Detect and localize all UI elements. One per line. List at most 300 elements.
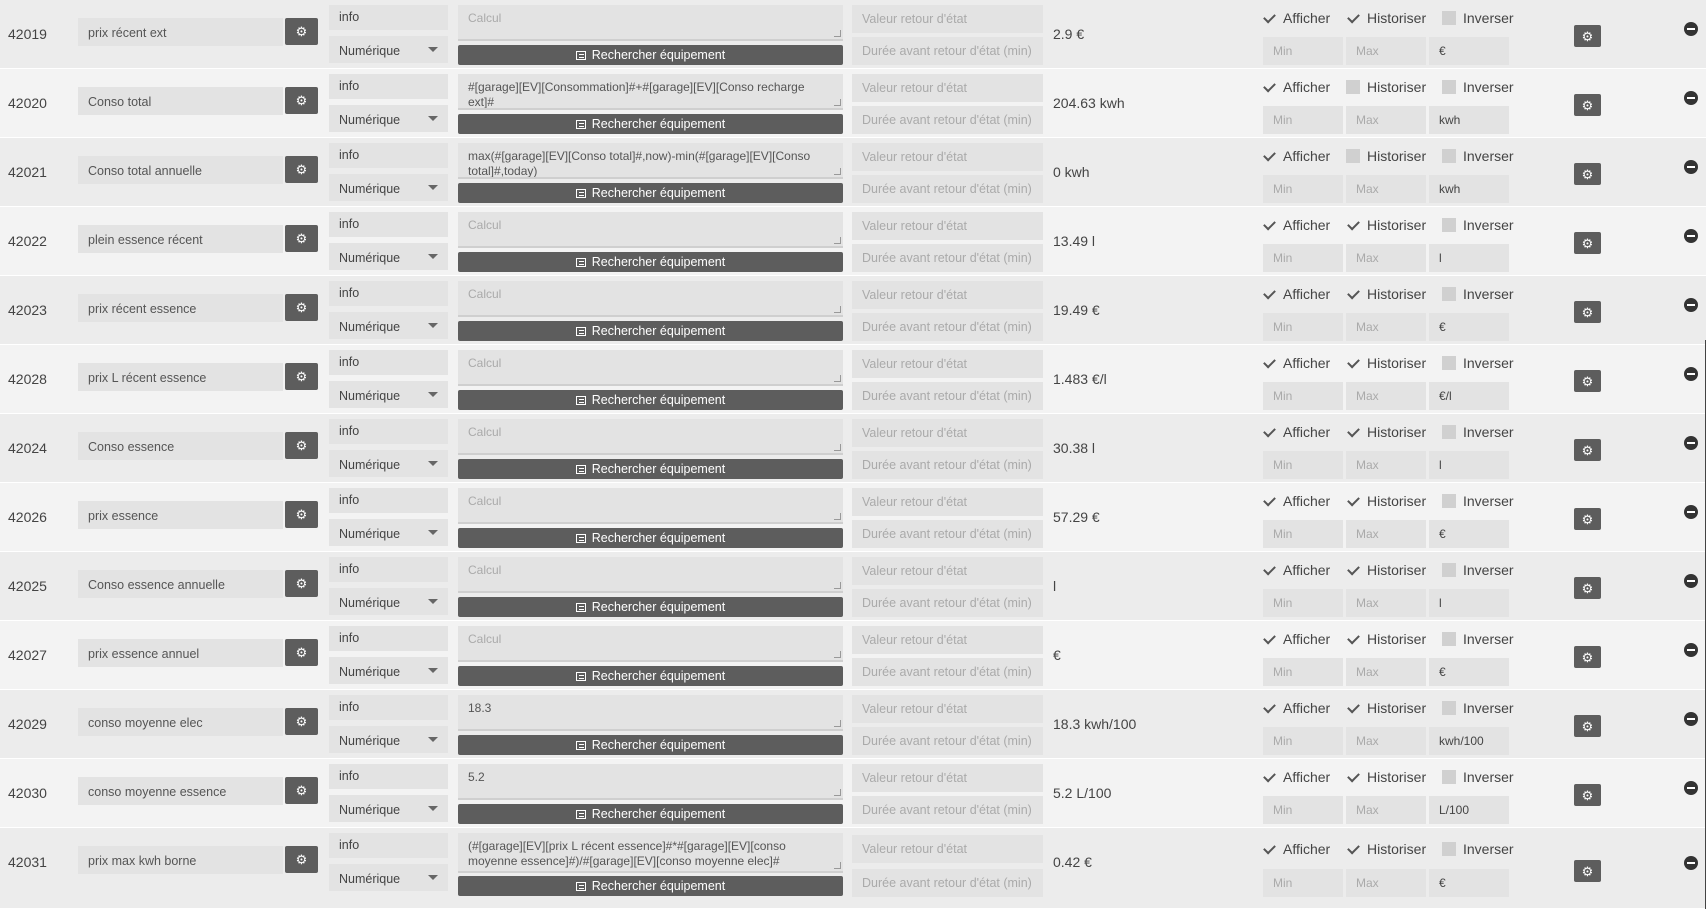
search-equipment-button[interactable]	[458, 876, 843, 896]
delay-return-input[interactable]: Durée avant retour d'état (min)	[852, 175, 1043, 203]
type-select[interactable]: info	[329, 557, 448, 582]
inverser-label: Inverser	[1463, 631, 1514, 647]
search-equipment-label: Rechercher équipement	[591, 117, 726, 131]
configure-button[interactable]	[285, 18, 318, 45]
command-name-input[interactable]: prix récent ext	[78, 18, 283, 46]
advanced-config-button[interactable]	[1574, 860, 1601, 882]
unit-input[interactable]: €	[1429, 520, 1509, 548]
configure-button[interactable]	[285, 432, 318, 459]
check-icon	[1263, 286, 1276, 299]
afficher-checkbox[interactable]	[1262, 769, 1330, 785]
min-input[interactable]: Min	[1263, 106, 1343, 134]
subtype-select[interactable]	[329, 312, 448, 339]
max-input[interactable]: Max	[1346, 796, 1426, 824]
delay-return-input[interactable]: Durée avant retour d'état (min)	[852, 244, 1043, 272]
afficher-checkbox[interactable]	[1262, 355, 1330, 371]
state-return-input[interactable]: Valeur retour d'état	[852, 695, 1043, 723]
type-select[interactable]: info	[329, 419, 448, 444]
command-name-input[interactable]: prix essence annuel	[78, 639, 283, 667]
check-icon	[1263, 841, 1276, 854]
historiser-checkbox-box	[1346, 356, 1360, 370]
historiser-checkbox[interactable]	[1346, 769, 1426, 785]
delay-return-input[interactable]: Durée avant retour d'état (min)	[852, 869, 1043, 897]
search-equipment-button[interactable]	[458, 597, 843, 617]
afficher-checkbox-box	[1262, 80, 1276, 94]
delay-return-input[interactable]: Durée avant retour d'état (min)	[852, 520, 1043, 548]
inverser-checkbox[interactable]	[1442, 217, 1514, 233]
remove-command-button[interactable]	[1684, 160, 1698, 174]
current-value: 5.2 L/100	[1053, 785, 1112, 801]
afficher-checkbox[interactable]	[1262, 79, 1330, 95]
remove-command-button[interactable]	[1684, 574, 1698, 588]
command-name-input[interactable]: prix essence	[78, 501, 283, 529]
inverser-checkbox[interactable]	[1442, 493, 1514, 509]
inverser-checkbox-box	[1442, 80, 1456, 94]
state-return-input[interactable]: Valeur retour d'état	[852, 74, 1043, 102]
configure-button[interactable]	[285, 708, 318, 735]
command-name-input[interactable]: Conso essence annuelle	[78, 570, 283, 598]
afficher-checkbox[interactable]	[1262, 217, 1330, 233]
historiser-checkbox[interactable]	[1346, 493, 1426, 509]
list-icon	[576, 672, 586, 681]
state-return-input[interactable]: Valeur retour d'état	[852, 557, 1043, 585]
inverser-checkbox-box	[1442, 287, 1456, 301]
historiser-label: Historiser	[1367, 562, 1427, 578]
state-return-input[interactable]: Valeur retour d'état	[852, 5, 1043, 33]
min-input[interactable]: Min	[1263, 869, 1343, 897]
command-name-input[interactable]: Conso total	[78, 87, 283, 115]
search-equipment-button[interactable]	[458, 45, 843, 65]
remove-command-button[interactable]	[1684, 91, 1698, 105]
calculation-textarea[interactable]	[458, 764, 843, 800]
inverser-checkbox-box	[1442, 425, 1456, 439]
calculation-textarea[interactable]	[458, 143, 843, 179]
calculation-textarea[interactable]	[458, 419, 843, 455]
calculation-textarea[interactable]	[458, 5, 843, 41]
subtype-select[interactable]	[329, 450, 448, 477]
unit-input[interactable]: kwh/100	[1429, 727, 1509, 755]
command-name-input[interactable]: conso moyenne elec	[78, 708, 283, 736]
min-input[interactable]: Min	[1263, 589, 1343, 617]
type-select[interactable]: info	[329, 5, 448, 30]
state-return-input[interactable]: Valeur retour d'état	[852, 626, 1043, 654]
historiser-checkbox[interactable]	[1346, 355, 1426, 371]
subtype-select[interactable]	[329, 174, 448, 201]
check-icon	[1347, 769, 1360, 782]
delay-return-input[interactable]: Durée avant retour d'état (min)	[852, 37, 1043, 65]
unit-input[interactable]: kwh	[1429, 175, 1509, 203]
advanced-config-button[interactable]	[1574, 715, 1601, 737]
remove-command-button[interactable]	[1684, 781, 1698, 795]
table-row	[0, 69, 1706, 138]
max-input[interactable]: Max	[1346, 520, 1426, 548]
check-icon	[1263, 10, 1276, 23]
configure-icon: ⚙	[295, 231, 308, 246]
search-equipment-label: Rechercher équipement	[591, 600, 726, 614]
current-value: 57.29 €	[1053, 509, 1100, 525]
configure-button[interactable]	[285, 87, 318, 114]
remove-command-button[interactable]	[1684, 436, 1698, 450]
search-equipment-button[interactable]	[458, 735, 843, 755]
delay-return-input[interactable]: Durée avant retour d'état (min)	[852, 727, 1043, 755]
state-return-input[interactable]: Valeur retour d'état	[852, 488, 1043, 516]
gears-icon: ⚙	[1581, 718, 1594, 734]
afficher-label: Afficher	[1283, 562, 1331, 578]
configure-button[interactable]	[285, 156, 318, 183]
subtype-select[interactable]	[329, 657, 448, 684]
gears-icon: ⚙	[1581, 649, 1594, 665]
resize-grip-icon	[834, 444, 841, 451]
subtype-label: Numérique	[339, 113, 401, 127]
check-icon	[1347, 841, 1360, 854]
remove-command-button[interactable]	[1684, 505, 1698, 519]
unit-input[interactable]: L/100	[1429, 796, 1509, 824]
state-return-input[interactable]: Valeur retour d'état	[852, 350, 1043, 378]
delay-return-input[interactable]: Durée avant retour d'état (min)	[852, 589, 1043, 617]
configure-button[interactable]	[285, 363, 318, 390]
calculation-textarea[interactable]	[458, 626, 843, 662]
current-value: €	[1053, 647, 1061, 663]
afficher-label: Afficher	[1283, 79, 1331, 95]
min-input[interactable]: Min	[1263, 37, 1343, 65]
type-select[interactable]: info	[329, 143, 448, 168]
type-select[interactable]: info	[329, 74, 448, 99]
inverser-checkbox-box	[1442, 356, 1456, 370]
historiser-checkbox[interactable]	[1346, 148, 1426, 164]
configure-button[interactable]	[285, 225, 318, 252]
subtype-select[interactable]	[329, 726, 448, 753]
unit-input[interactable]: €	[1429, 37, 1509, 65]
historiser-checkbox[interactable]	[1346, 217, 1426, 233]
afficher-checkbox-box	[1262, 770, 1276, 784]
inverser-checkbox[interactable]	[1442, 79, 1514, 95]
inverser-checkbox[interactable]	[1442, 700, 1514, 716]
calculation-text: 18.3	[468, 701, 492, 715]
min-input[interactable]: Min	[1263, 244, 1343, 272]
calculation-textarea[interactable]	[458, 833, 843, 873]
list-icon	[576, 741, 586, 750]
unit-input[interactable]: l	[1429, 451, 1509, 479]
unit-input[interactable]: €	[1429, 658, 1509, 686]
calculation-text: Calcul	[468, 494, 502, 508]
afficher-checkbox[interactable]	[1262, 841, 1330, 857]
afficher-checkbox[interactable]	[1262, 10, 1330, 26]
table-row	[0, 621, 1706, 690]
configure-icon: ⚙	[295, 24, 308, 39]
state-return-input[interactable]: Valeur retour d'état	[852, 281, 1043, 309]
calculation-textarea[interactable]	[458, 212, 843, 248]
max-input[interactable]: Max	[1346, 244, 1426, 272]
afficher-checkbox-box	[1262, 632, 1276, 646]
type-select[interactable]: info	[329, 833, 448, 858]
unit-input[interactable]: l	[1429, 589, 1509, 617]
afficher-checkbox[interactable]	[1262, 286, 1330, 302]
calculation-text: max(#[garage][EV][Conso total]#,now)-min(#[garage][EV][Conso total]#,today)	[468, 149, 811, 178]
calculation-text: (#[garage][EV][prix L récent essence]#*#[garage][EV][conso moyenne essence]#)/#[garage][EV][conso moyenne elec]#	[468, 839, 786, 868]
remove-command-button[interactable]	[1684, 367, 1698, 381]
historiser-checkbox-box	[1346, 563, 1360, 577]
calculation-textarea[interactable]	[458, 350, 843, 386]
resize-grip-icon	[834, 789, 841, 796]
advanced-config-button[interactable]	[1574, 301, 1601, 323]
table-row	[0, 276, 1706, 345]
max-input[interactable]: Max	[1346, 727, 1426, 755]
remove-command-button[interactable]	[1684, 643, 1698, 657]
inverser-label: Inverser	[1463, 562, 1514, 578]
command-id: 42025	[8, 578, 47, 594]
calculation-text: Calcul	[468, 425, 502, 439]
check-icon	[1263, 148, 1276, 161]
inverser-checkbox[interactable]	[1442, 562, 1514, 578]
subtype-select[interactable]	[329, 381, 448, 408]
afficher-checkbox[interactable]	[1262, 424, 1330, 440]
table-row	[0, 483, 1706, 552]
subtype-select[interactable]	[329, 588, 448, 615]
historiser-checkbox[interactable]	[1346, 286, 1426, 302]
afficher-label: Afficher	[1283, 700, 1331, 716]
inverser-checkbox[interactable]	[1442, 355, 1514, 371]
advanced-config-button[interactable]	[1574, 25, 1601, 47]
configure-button[interactable]	[285, 294, 318, 321]
afficher-checkbox-box	[1262, 494, 1276, 508]
advanced-config-button[interactable]	[1574, 163, 1601, 185]
afficher-checkbox[interactable]	[1262, 631, 1330, 647]
max-input[interactable]: Max	[1346, 175, 1426, 203]
type-select[interactable]: info	[329, 212, 448, 237]
max-input[interactable]: Max	[1346, 382, 1426, 410]
max-input[interactable]: Max	[1346, 313, 1426, 341]
configure-button[interactable]	[285, 846, 318, 873]
current-value: 2.9 €	[1053, 26, 1085, 42]
historiser-checkbox[interactable]	[1346, 79, 1426, 95]
calculation-textarea[interactable]	[458, 74, 843, 110]
delay-return-input[interactable]: Durée avant retour d'état (min)	[852, 106, 1043, 134]
state-return-input[interactable]: Valeur retour d'état	[852, 143, 1043, 171]
inverser-label: Inverser	[1463, 355, 1514, 371]
search-equipment-button[interactable]	[458, 252, 843, 272]
remove-command-button[interactable]	[1684, 229, 1698, 243]
min-input[interactable]: Min	[1263, 520, 1343, 548]
search-equipment-button[interactable]	[458, 114, 843, 134]
afficher-checkbox-box	[1262, 149, 1276, 163]
historiser-checkbox[interactable]	[1346, 10, 1426, 26]
delay-return-input[interactable]: Durée avant retour d'état (min)	[852, 313, 1043, 341]
current-value: 30.38 l	[1053, 440, 1096, 456]
historiser-checkbox-box	[1346, 632, 1360, 646]
subtype-select[interactable]	[329, 864, 448, 891]
afficher-checkbox[interactable]	[1262, 700, 1330, 716]
calculation-textarea[interactable]	[458, 557, 843, 593]
remove-command-button[interactable]	[1684, 22, 1698, 36]
subtype-select[interactable]	[329, 519, 448, 546]
table-row	[0, 207, 1706, 276]
type-select[interactable]: info	[329, 488, 448, 513]
historiser-checkbox[interactable]	[1346, 424, 1426, 440]
max-input[interactable]: Max	[1346, 451, 1426, 479]
afficher-label: Afficher	[1283, 355, 1331, 371]
historiser-checkbox[interactable]	[1346, 841, 1426, 857]
state-return-input[interactable]: Valeur retour d'état	[852, 212, 1043, 240]
inverser-checkbox[interactable]	[1442, 841, 1514, 857]
command-name-input[interactable]: Conso essence	[78, 432, 283, 460]
advanced-config-button[interactable]	[1574, 370, 1601, 392]
afficher-checkbox[interactable]	[1262, 148, 1330, 164]
inverser-checkbox-box	[1442, 770, 1456, 784]
historiser-checkbox[interactable]	[1346, 700, 1426, 716]
min-input[interactable]: Min	[1263, 796, 1343, 824]
min-input[interactable]: Min	[1263, 658, 1343, 686]
search-equipment-button[interactable]	[458, 321, 843, 341]
unit-input[interactable]: €	[1429, 313, 1509, 341]
inverser-checkbox-box	[1442, 149, 1456, 163]
inverser-checkbox[interactable]	[1442, 148, 1514, 164]
advanced-config-button[interactable]	[1574, 784, 1601, 806]
configure-button[interactable]	[285, 639, 318, 666]
resize-grip-icon	[834, 651, 841, 658]
advanced-config-button[interactable]	[1574, 508, 1601, 530]
min-input[interactable]: Min	[1263, 313, 1343, 341]
historiser-checkbox[interactable]	[1346, 631, 1426, 647]
inverser-checkbox[interactable]	[1442, 10, 1514, 26]
list-icon	[576, 882, 586, 891]
subtype-select[interactable]	[329, 36, 448, 63]
search-equipment-button[interactable]	[458, 666, 843, 686]
list-icon	[576, 51, 586, 60]
subtype-select[interactable]	[329, 795, 448, 822]
delay-return-input[interactable]: Durée avant retour d'état (min)	[852, 451, 1043, 479]
command-name-input[interactable]: conso moyenne essence	[78, 777, 283, 805]
search-equipment-button[interactable]	[458, 390, 843, 410]
calculation-textarea[interactable]	[458, 695, 843, 731]
chevron-down-icon	[428, 323, 438, 328]
calculation-text: Calcul	[468, 287, 502, 301]
check-icon	[1263, 217, 1276, 230]
configure-button[interactable]	[285, 570, 318, 597]
check-icon	[1347, 631, 1360, 644]
min-input[interactable]: Min	[1263, 451, 1343, 479]
configure-button[interactable]	[285, 777, 318, 804]
command-name-input[interactable]: prix L récent essence	[78, 363, 283, 391]
inverser-checkbox[interactable]	[1442, 286, 1514, 302]
command-name-input[interactable]: prix max kwh borne	[78, 846, 283, 874]
remove-command-button[interactable]	[1684, 298, 1698, 312]
advanced-config-button[interactable]	[1574, 646, 1601, 668]
inverser-checkbox[interactable]	[1442, 631, 1514, 647]
type-select[interactable]: info	[329, 695, 448, 720]
inverser-checkbox[interactable]	[1442, 424, 1514, 440]
historiser-label: Historiser	[1367, 841, 1427, 857]
configure-icon: ⚙	[295, 300, 308, 315]
resize-grip-icon	[834, 862, 841, 869]
max-input[interactable]: Max	[1346, 658, 1426, 686]
inverser-label: Inverser	[1463, 841, 1514, 857]
advanced-config-button[interactable]	[1574, 232, 1601, 254]
command-name-input[interactable]: plein essence récent	[78, 225, 283, 253]
type-select[interactable]: info	[329, 764, 448, 789]
max-input[interactable]: Max	[1346, 589, 1426, 617]
unit-input[interactable]: €	[1429, 869, 1509, 897]
calculation-text: 5.2	[468, 770, 485, 784]
inverser-label: Inverser	[1463, 286, 1514, 302]
check-icon	[1347, 562, 1360, 575]
search-equipment-button[interactable]	[458, 459, 843, 479]
calculation-textarea[interactable]	[458, 488, 843, 524]
check-icon	[1347, 10, 1360, 23]
search-equipment-label: Rechercher équipement	[591, 324, 726, 338]
calculation-textarea[interactable]	[458, 281, 843, 317]
historiser-checkbox-box	[1346, 842, 1360, 856]
list-icon	[576, 189, 586, 198]
check-icon	[1263, 631, 1276, 644]
gears-icon: ⚙	[1581, 304, 1594, 320]
remove-command-button[interactable]	[1684, 712, 1698, 726]
historiser-checkbox-box	[1346, 218, 1360, 232]
delay-return-input[interactable]: Durée avant retour d'état (min)	[852, 658, 1043, 686]
afficher-checkbox[interactable]	[1262, 493, 1330, 509]
list-icon	[576, 465, 586, 474]
search-equipment-button[interactable]	[458, 804, 843, 824]
afficher-checkbox-box	[1262, 563, 1276, 577]
inverser-checkbox-box	[1442, 494, 1456, 508]
resize-grip-icon	[834, 582, 841, 589]
max-input[interactable]: Max	[1346, 106, 1426, 134]
afficher-checkbox-box	[1262, 842, 1276, 856]
type-select[interactable]: info	[329, 626, 448, 651]
unit-input[interactable]: kwh	[1429, 106, 1509, 134]
search-equipment-label: Rechercher équipement	[591, 462, 726, 476]
historiser-checkbox-box	[1346, 80, 1360, 94]
max-input[interactable]: Max	[1346, 869, 1426, 897]
subtype-select[interactable]	[329, 105, 448, 132]
min-input[interactable]: Min	[1263, 175, 1343, 203]
configure-button[interactable]	[285, 501, 318, 528]
afficher-checkbox[interactable]	[1262, 562, 1330, 578]
command-id: 42030	[8, 785, 47, 801]
advanced-config-button[interactable]	[1574, 94, 1601, 116]
type-select[interactable]: info	[329, 281, 448, 306]
state-return-input[interactable]: Valeur retour d'état	[852, 419, 1043, 447]
historiser-label: Historiser	[1367, 493, 1427, 509]
min-input[interactable]: Min	[1263, 382, 1343, 410]
type-select[interactable]: info	[329, 350, 448, 375]
inverser-label: Inverser	[1463, 79, 1514, 95]
search-equipment-button[interactable]	[458, 183, 843, 203]
gears-icon: ⚙	[1581, 97, 1594, 113]
state-return-input[interactable]: Valeur retour d'état	[852, 835, 1043, 863]
command-name-input[interactable]: Conso total annuelle	[78, 156, 283, 184]
advanced-config-button[interactable]	[1574, 577, 1601, 599]
inverser-checkbox[interactable]	[1442, 769, 1514, 785]
search-equipment-button[interactable]	[458, 528, 843, 548]
historiser-checkbox[interactable]	[1346, 562, 1426, 578]
subtype-select[interactable]	[329, 243, 448, 270]
unit-input[interactable]: €/l	[1429, 382, 1509, 410]
unit-input[interactable]: l	[1429, 244, 1509, 272]
min-input[interactable]: Min	[1263, 727, 1343, 755]
remove-command-button[interactable]	[1684, 856, 1698, 870]
command-name-input[interactable]: prix récent essence	[78, 294, 283, 322]
delay-return-input[interactable]: Durée avant retour d'état (min)	[852, 796, 1043, 824]
state-return-input[interactable]: Valeur retour d'état	[852, 764, 1043, 792]
delay-return-input[interactable]: Durée avant retour d'état (min)	[852, 382, 1043, 410]
subtype-label: Numérique	[339, 251, 401, 265]
chevron-down-icon	[428, 185, 438, 190]
max-input[interactable]: Max	[1346, 37, 1426, 65]
advanced-config-button[interactable]	[1574, 439, 1601, 461]
subtype-label: Numérique	[339, 182, 401, 196]
afficher-label: Afficher	[1283, 841, 1331, 857]
afficher-label: Afficher	[1283, 10, 1331, 26]
